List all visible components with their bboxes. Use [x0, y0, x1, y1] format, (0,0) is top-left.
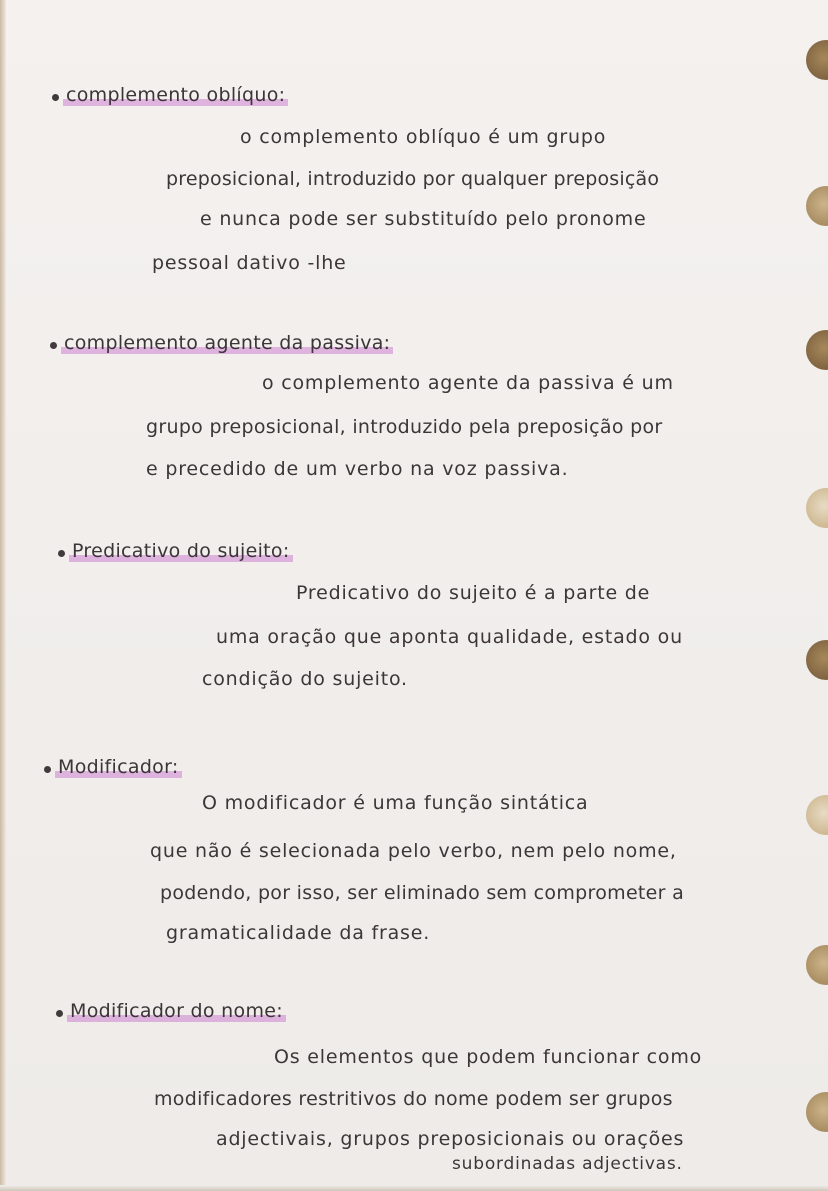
section-heading	[58, 542, 293, 564]
binder-hole	[806, 1092, 828, 1132]
body-line: grupo preposicional, introduzido pela preposição por	[146, 416, 663, 438]
binder-hole	[806, 40, 828, 80]
body-line: pessoal dativo -lhe	[152, 252, 347, 274]
bullet-icon	[58, 550, 65, 557]
body-line: uma oração que aponta qualidade, estado ou	[216, 626, 683, 648]
binder-hole	[806, 186, 828, 226]
binder-hole	[806, 330, 828, 370]
heading-text: complemento agente da passiva:	[61, 334, 393, 356]
body-line: o complemento oblíquo é um grupo	[240, 126, 607, 148]
heading-text: Modificador do nome:	[67, 1002, 286, 1024]
binder-hole	[806, 488, 828, 528]
body-line: Predicativo do sujeito é a parte de	[296, 582, 651, 604]
bullet-icon	[52, 94, 59, 101]
binder-hole	[806, 945, 828, 985]
bullet-icon	[50, 342, 57, 349]
body-line: Os elementos que podem funcionar como	[274, 1046, 703, 1068]
body-line: podendo, por isso, ser eliminado sem comprometer a	[160, 882, 685, 904]
page-edge-left	[0, 0, 6, 1191]
section-heading	[44, 758, 182, 780]
body-line: o complemento agente da passiva é um	[262, 372, 674, 394]
section-heading	[56, 1002, 286, 1024]
body-line: preposicional, introduzido por qualquer preposição	[166, 168, 660, 190]
body-line: e nunca pode ser substituído pelo pronome	[200, 208, 647, 230]
binder-hole	[806, 640, 828, 680]
heading-text: Modificador:	[55, 758, 182, 780]
body-line: e precedido de um verbo na voz passiva.	[146, 458, 569, 480]
binder-hole	[806, 795, 828, 835]
body-line: subordinadas adjectivas.	[452, 1154, 683, 1174]
heading-text: complemento oblíquo:	[63, 86, 288, 108]
section-heading	[50, 334, 393, 356]
page-edge-bottom	[0, 1185, 828, 1191]
body-line: modificadores restritivos do nome podem ser grupos	[154, 1088, 673, 1110]
body-line: gramaticalidade da frase.	[166, 922, 431, 944]
body-line: condição do sujeito.	[202, 668, 408, 690]
bullet-icon	[56, 1010, 63, 1017]
body-line: O modificador é uma função sintática	[202, 792, 589, 814]
body-line: adjectivais, grupos preposicionais ou orações	[216, 1128, 685, 1150]
body-line: que não é selecionada pelo verbo, nem pelo nome,	[150, 840, 677, 862]
heading-text: Predicativo do sujeito:	[69, 542, 293, 564]
bullet-icon	[44, 766, 51, 773]
section-heading	[52, 86, 288, 108]
